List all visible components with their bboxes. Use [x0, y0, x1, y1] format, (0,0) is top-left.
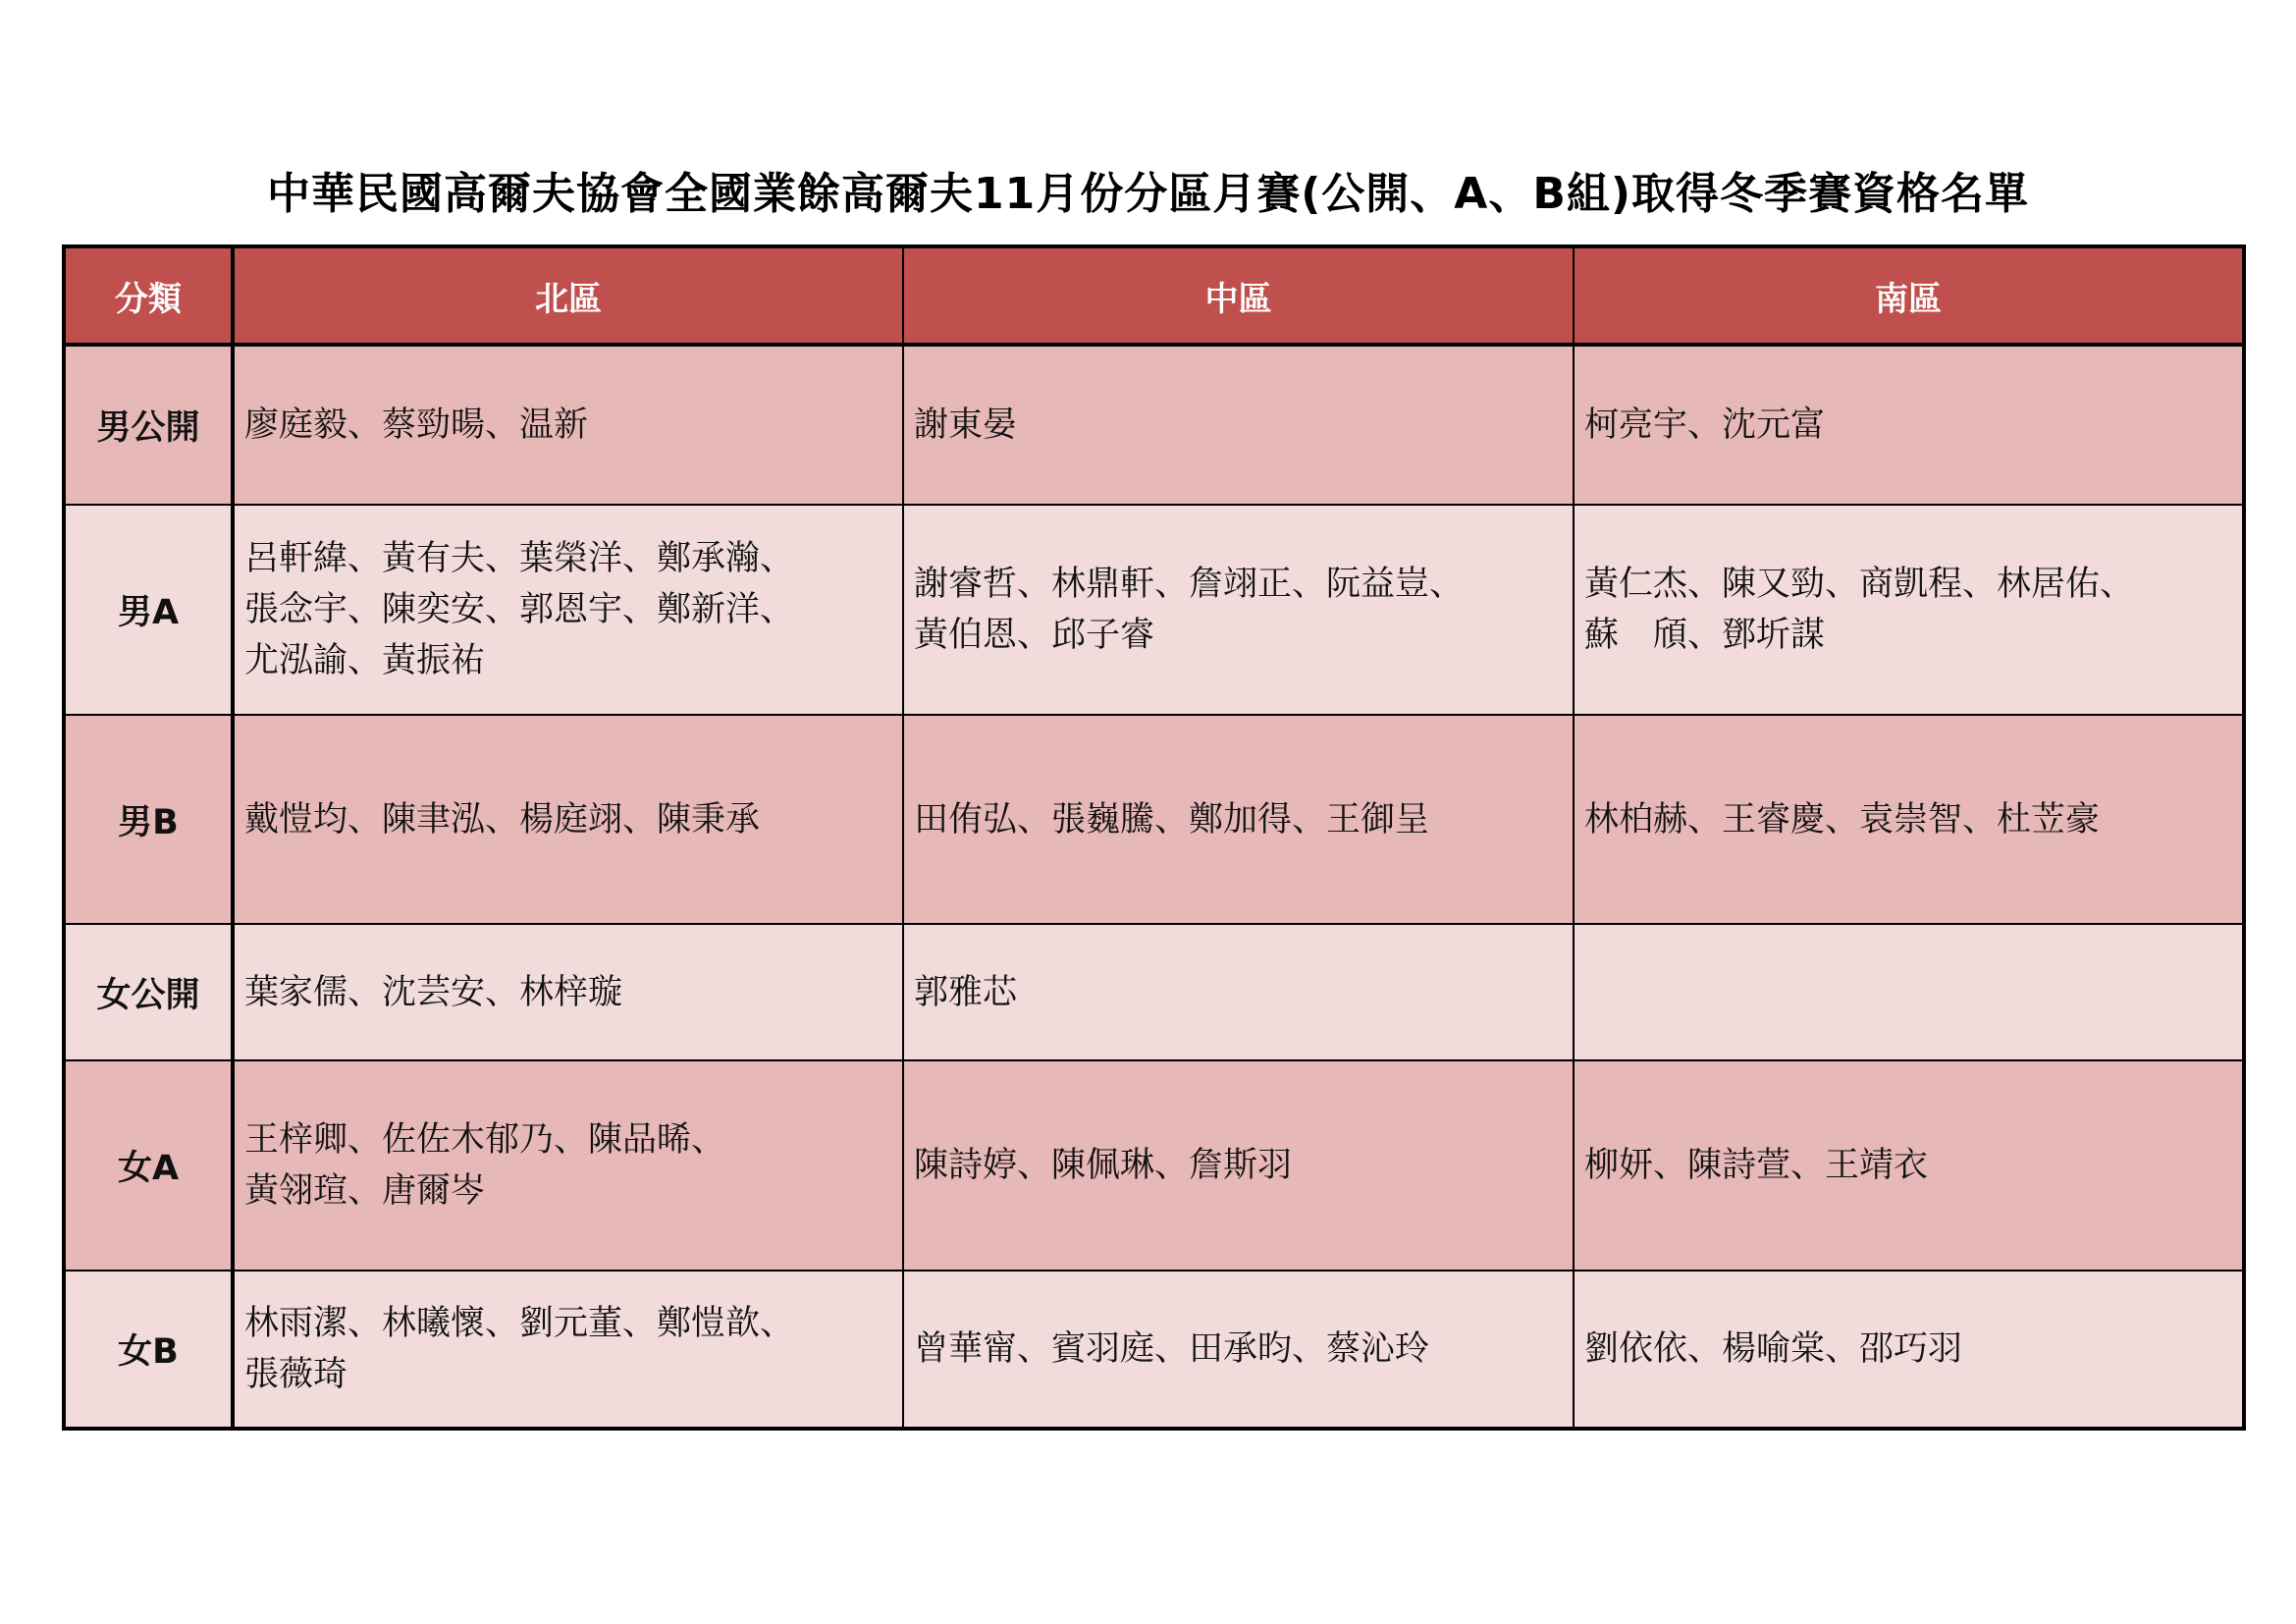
- south-names-cell: [1574, 1060, 2244, 1271]
- south-names-cell: [1574, 345, 2244, 505]
- name-line: 林柏赫、王睿慶、袁崇智、杜苙豪: [1584, 799, 2101, 839]
- name-line: 田侑弘、張巍騰、鄭加得、王御呈: [914, 799, 1430, 839]
- name-line: 廖庭毅、蔡勁暘、温新: [244, 406, 589, 445]
- category-cell: 男B: [64, 715, 233, 924]
- name-line: 黃翎瑄、唐爾岑: [244, 1171, 486, 1211]
- name-line: 黃仁杰、陳又勁、商凱程、林居佑、: [1584, 565, 2135, 604]
- name-line: 林雨潔、林曦懷、劉元董、鄭愷歆、: [244, 1304, 795, 1343]
- name-line: 呂軒緯、黃有夫、葉榮洋、鄭承瀚、: [244, 539, 795, 578]
- name-line: 陳詩婷、陳佩琳、詹斯羽: [914, 1146, 1293, 1185]
- category-cell: 女公開: [64, 924, 233, 1060]
- name-line: 蘇 頎、鄧圻謀: [1584, 616, 1826, 655]
- column-header-north: 北區: [233, 246, 903, 345]
- name-line: 郭雅芯: [914, 972, 1018, 1012]
- table-row: [64, 715, 2244, 924]
- category-cell: 女A: [64, 1060, 233, 1271]
- name-line: 劉依依、楊喻棠、邵巧羽: [1584, 1329, 1963, 1369]
- name-line: 黃伯恩、邱子睿: [914, 616, 1155, 655]
- category-cell: 男A: [64, 505, 233, 715]
- category-cell: 女B: [64, 1271, 233, 1429]
- name-line: 尤泓諭、黃振祐: [244, 641, 486, 680]
- north-names-cell: [233, 1271, 903, 1429]
- north-names-cell: [233, 345, 903, 505]
- north-names-cell: [233, 924, 903, 1060]
- name-line: 張念宇、陳奕安、郭恩宇、鄭新洋、: [244, 590, 795, 629]
- south-names-cell: [1574, 1271, 2244, 1429]
- north-names-cell: [233, 715, 903, 924]
- south-names-cell: [1574, 505, 2244, 715]
- category-cell: 男公開: [64, 345, 233, 505]
- central-names-cell: [903, 715, 1574, 924]
- qualifier-table: [62, 244, 2246, 1431]
- table-header-row: [64, 246, 2244, 345]
- central-names-cell: [903, 505, 1574, 715]
- table-row: [64, 1060, 2244, 1271]
- name-line: 柯亮宇、沈元富: [1584, 406, 1826, 445]
- name-line: 謝東晏: [914, 406, 1018, 445]
- name-line: 王梓卿、佐佐木郁乃、陳品晞、: [244, 1120, 726, 1160]
- name-line: 張薇琦: [244, 1355, 348, 1394]
- central-names-cell: [903, 345, 1574, 505]
- page-title: 中華民國高爾夫協會全國業餘高爾夫11月份分區月賽(公開、A、B組)取得冬季賽資格名單: [266, 169, 2030, 219]
- north-names-cell: [233, 505, 903, 715]
- central-names-cell: [903, 924, 1574, 1060]
- south-names-cell: [1574, 924, 2244, 1060]
- central-names-cell: [903, 1060, 1574, 1271]
- column-header-south: 南區: [1574, 246, 2244, 345]
- south-names-cell: [1574, 715, 2244, 924]
- column-header-category: 分類: [64, 246, 233, 345]
- name-line: 葉家儒、沈芸安、林梓璇: [244, 972, 623, 1012]
- name-line: 曾華甯、賓羽庭、田承昀、蔡沁玲: [914, 1329, 1430, 1369]
- name-line: 柳妍、陳詩萱、王靖衣: [1584, 1146, 1929, 1185]
- table-row: [64, 505, 2244, 715]
- name-line: 戴愷均、陳聿泓、楊庭翊、陳秉承: [244, 799, 761, 839]
- name-line: 謝睿哲、林鼎軒、詹翊正、阮益豈、: [914, 565, 1465, 604]
- column-header-central: 中區: [903, 246, 1574, 345]
- north-names-cell: [233, 1060, 903, 1271]
- table-row: [64, 1271, 2244, 1429]
- table-row: [64, 924, 2244, 1060]
- table-row: [64, 345, 2244, 505]
- central-names-cell: [903, 1271, 1574, 1429]
